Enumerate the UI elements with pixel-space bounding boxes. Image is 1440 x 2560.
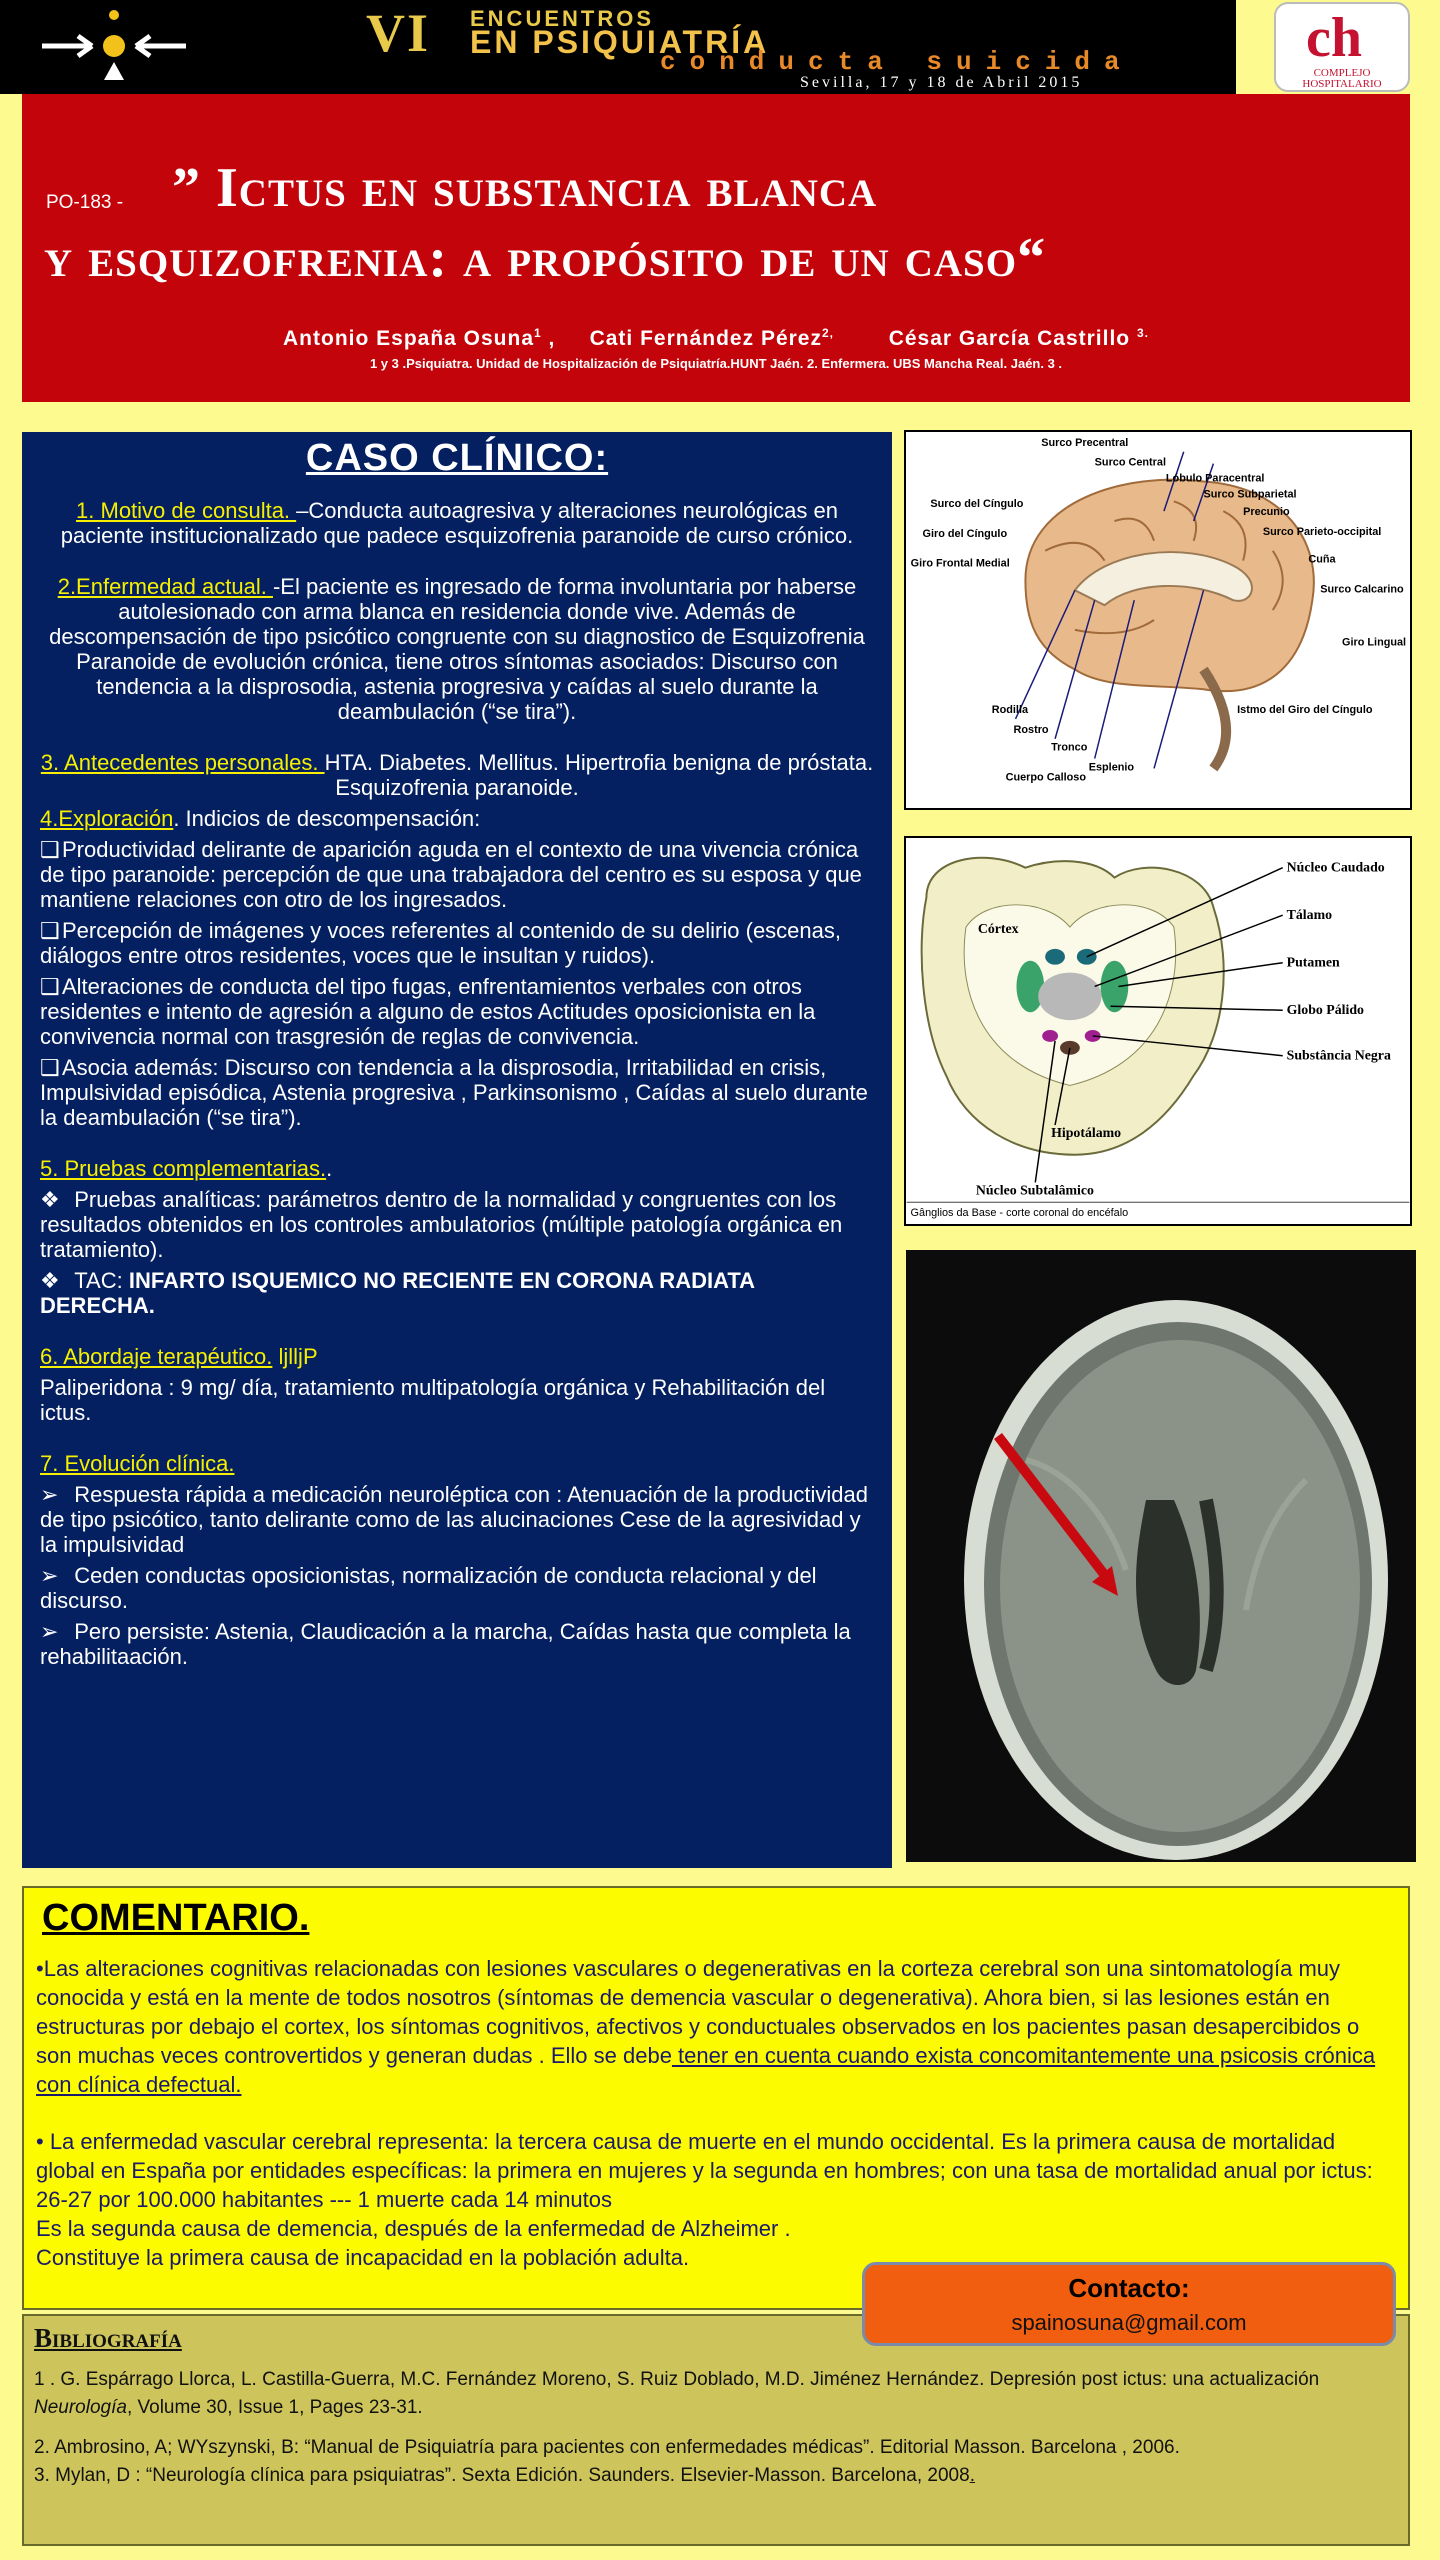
title-block (22, 94, 1410, 402)
section-exploracion: 4.Exploración. Indicios de descompensación: (40, 806, 481, 831)
arrow-bullet-icon: ➢ (40, 1619, 59, 1644)
section-heading: 7. Evolución clínica. (40, 1451, 235, 1476)
brain-label: Rodilla (991, 704, 1029, 717)
checkbox-bullet-icon: ❑ (40, 837, 60, 862)
hospital-logo-text: COMPLEJO HOSPITALARIO (1302, 67, 1382, 90)
comment-paragraph: • La enfermedad vascular cerebral representa: la tercera causa de muerte en el mundo occidental. Es la primera causa de mortalidad global en España por entidades específicas: la primera en mujeres y la segunda en hombres; con una tasa de mortalidad anual por ictus: 26-27 por 100.000 habitantes --- 1 muerte cada 14 minutos Es la segunda causa de demencia, después de la enfermedad de Alzheimer . Constituye la primera causa de incapacidad en la población adulta. (36, 2129, 1373, 2270)
affiliations: 1 y 3 .Psiquiatra. Unidad de Hospitalización de Psiquiatría.HUNT Jaén. 2. Enfermera. UBS Mancha Real. Jaén. 3 . (369, 356, 1063, 371)
brain-label: Rostro (1013, 723, 1049, 736)
ct-scan-figure (906, 1250, 1416, 1862)
brain-label: Surco Central (1094, 456, 1166, 469)
author-name: Cati Fernández Pérez (589, 327, 822, 350)
list-item: ❑ Percepción de imágenes y voces referentes al contenido de su delirio (escenas, diálogos entre otros residentes, voces que le insultan y ruidos). (40, 918, 842, 968)
basal-caption: Gânglios da Base - corte coronal do encéfalo (910, 1207, 1129, 1220)
section-antecedentes: 3. Antecedentes personales. HTA. Diabetes. Mellitus. Hipertrofia benigna de próstata. Esquizofrenia paranoide. (40, 750, 874, 800)
hospital-logo (1274, 2, 1410, 92)
section-heading: 3. Antecedentes personales. (40, 750, 325, 775)
bibliography-title: Bibliografía (34, 2323, 182, 2353)
section-abordaje: 6. Abordaje terapéutico. ljlljP (40, 1344, 318, 1369)
conference-logo-icon (34, 6, 194, 88)
conference-subtitle: conducta suicida (660, 47, 1134, 77)
poster-code: PO-183 - (46, 192, 124, 213)
list-item: ❖ Pruebas analíticas: parámetros dentro de la normalidad y congruentes con los resultados obtenidos en los controles ambulatorios (múltiple patología orgánica en tratamiento). (40, 1187, 843, 1262)
comment-paragraph: •Las alteraciones cognitivas relacionadas con lesiones vasculares o degenerativas en la corteza cerebral son una sintomatología muy conocida y está en la mente de todos nosotros (síntomas de demencia vascular o degenerativa). Ahora bien, si las lesiones están en estructuras por debajo el cortex, los síntomas cognitivos, afectivos y conductuales observados en los pacientes pasan desapercibidos o son muchas veces controvertidos y generan dudas . Ello se debe tener en cuenta cuando exista concomitantemente una psicosis crónica con clínica defectual. (36, 1956, 1376, 2097)
basal-label: Globo Pálido (1286, 1002, 1364, 1018)
diamond-bullet-icon: ❖ (40, 1187, 60, 1212)
brain-label: Tronco (1051, 741, 1088, 754)
reference-item: 2. Ambrosino, A; WYszynski, B: “Manual de Psiquiatría para pacientes con enfermedades médicas”. Editorial Masson. Barcelona , 2006. (34, 2437, 1180, 2458)
comment-title: COMENTARIO. (42, 1897, 310, 1939)
section-pruebas: 5. Pruebas complementarias.. (40, 1156, 333, 1181)
clinical-case-panel (22, 432, 892, 1868)
list-item: ❑ Productividad delirante de aparición aguda en el contexto de una vivencia crónica de tipo paranoide: percepción de que una trabajadora del centro es su esposa y que mantiene relaciones con otro de los ingresados. (40, 837, 862, 912)
basal-label: Substância Negra (1286, 1047, 1391, 1063)
section-heading: 2.Enfermedad actual. (57, 574, 273, 599)
brain-label: Cuña (1308, 553, 1336, 566)
section-enfermedad: 2.Enfermedad actual. -El paciente es ingresado de forma involuntaria por haberse autolesionado con arma blanca en residencia donde vive. Además de descompensación de tipo psicótico congruente con su diagnostico de Esquizofrenia Paranoide de evolución crónica, tiene otros síntomas asociados: Discurso con tendencia a la disprosodia, astenia progresiva y caídas al suelo durante la deambulación (“se tira”). (49, 574, 865, 724)
brain-label: Istmo del Giro del Cíngulo (1237, 704, 1373, 717)
reference-item: 3. Mylan, D : “Neurología clínica para psiquiatras”. Sexta Edición. Saunders. Elsevier-Masson. Barcelona, 2008. (34, 2465, 975, 2486)
brain-label: Lóbulo Paracentral (1165, 472, 1265, 485)
basal-ganglia-figure (904, 836, 1412, 1226)
section-evolucion (40, 1451, 874, 1476)
treatment-text: Paliperidona : 9 mg/ día, tratamiento multipatología orgánica y Rehabilitación del ictus. (40, 1375, 826, 1425)
section-heading: 5. Pruebas complementarias. (40, 1156, 327, 1181)
contact-box (862, 2262, 1396, 2346)
bibliography-panel (22, 2314, 1410, 2546)
basal-label: Núcleo Subtalâmico (975, 1182, 1094, 1198)
author-name: César García Castrillo (888, 327, 1131, 350)
basal-label: Núcleo Caudado (1286, 859, 1385, 875)
basal-label: Tálamo (1286, 907, 1333, 923)
section-heading: 6. Abordaje terapéutico. (40, 1344, 273, 1369)
list-item: ❑ Asocia además: Discurso con tendencia a la disprosodia, Irritabilidad en crisis, Impulsividad episódica, Astenia progresiva , Parkinsonismo , Caídas al suelo durante la deambulación (“se tira”). (40, 1055, 868, 1130)
basal-label: Putamen (1286, 954, 1340, 970)
contact-email[interactable]: spainosuna@gmail.com (1011, 2310, 1247, 2335)
reference-item: 1 . G. Espárrago Llorca, L. Castilla-Guerra, M.C. Fernández Moreno, S. Ruiz Doblado, M.D. Jiménez Hernández. Depresión post ictus: una actualización Neurología, Volume 30, Issue 1, Pages 23-31. (34, 2369, 1320, 2418)
author-list: Antonio España Osuna$^1$ , Cati Fernández Pérez$^{2,}$ César García Castrillo $^{3.}$ (283, 326, 1149, 350)
conference-name-line1: ENCUENTROS (470, 6, 655, 31)
checkbox-bullet-icon: ❑ (40, 974, 60, 999)
conference-date: Sevilla, 17 y 18 de Abril 2015 (800, 74, 1083, 91)
brain-label: Cuerpo Calloso (1005, 771, 1086, 784)
checkbox-bullet-icon: ❑ (40, 1055, 60, 1080)
brain-medial-figure (904, 430, 1412, 810)
tac-finding: INFARTO ISQUEMICO NO RECIENTE EN CORONA RADIATA DERECHA. (40, 1268, 755, 1318)
list-item: ❑ Alteraciones de conducta del tipo fugas, enfrentamientos verbales con otros residentes e intento de agresión a alguno de estos Actitudes oposicionista en la convivencia normal con trasgresión de reglas de convivencia. (40, 974, 816, 1049)
case-title: CASO CLÍNICO: (305, 437, 609, 479)
arrow-bullet-icon: ➢ (40, 1482, 59, 1507)
list-item: ➢ Pero persiste: Astenia, Claudicación a la marcha, Caídas hasta que completa la rehabilitaación. (40, 1619, 851, 1669)
brain-label: Giro Frontal Medial (910, 557, 1010, 570)
poster-title-line1: ” Ictus en substancia blanca (172, 157, 878, 219)
section-heading: 1. Motivo de consulta. (76, 498, 297, 523)
poster-title-line2: y esquizofrenia: a propósito de un caso“ (44, 227, 1047, 289)
diamond-bullet-icon: ❖ (40, 1268, 60, 1293)
basal-label: Córtex (977, 921, 1019, 937)
brain-label: Surco Calcarino (1320, 583, 1404, 596)
arrow-bullet-icon: ➢ (40, 1563, 59, 1588)
author-name: Antonio España Osuna (283, 327, 535, 350)
section-motivo: 1. Motivo de consulta. –Conducta autoagresiva y alteraciones neurológicas en paciente institucionalizado que padece esquizofrenia paranoide de curso crónico. (60, 498, 854, 548)
contact-label: Contacto: (1068, 2273, 1190, 2303)
hospital-logo-mark: ch (1306, 7, 1362, 69)
brain-label: Surco del Cíngulo (930, 498, 1024, 511)
conference-number: VI (366, 3, 431, 63)
brain-label: Precunio (1243, 506, 1290, 519)
brain-label: Giro Lingual (1342, 636, 1407, 649)
brain-label: Esplenio (1088, 761, 1135, 774)
basal-label: Hipotálamo (1051, 1124, 1122, 1140)
list-item: ❖ TAC: INFARTO ISQUEMICO NO RECIENTE EN CORONA RADIATA DERECHA. (40, 1268, 755, 1318)
list-item: ➢ Respuesta rápida a medicación neuroléptica con : Atenuación de la productividad de tipo psicótico, tanto delirante como de las alucinaciones Cese de la agresividad y la impulsividad (40, 1482, 868, 1557)
brain-label: Surco Subparietal (1203, 488, 1297, 501)
list-item: ➢ Ceden conductas oposicionistas, normalización de conducta relacional y del discurso. (40, 1563, 817, 1613)
section-heading: 4.Exploración (40, 806, 174, 831)
comment-panel (22, 1886, 1410, 2310)
conference-name-line2: EN PSIQUIATRÍA (470, 24, 770, 60)
checkbox-bullet-icon: ❑ (40, 918, 60, 943)
brain-label: Giro del Cíngulo (922, 527, 1008, 540)
brain-label: Surco Precentral (1041, 436, 1129, 449)
brain-label: Surco Parieto-occipital (1262, 525, 1382, 538)
